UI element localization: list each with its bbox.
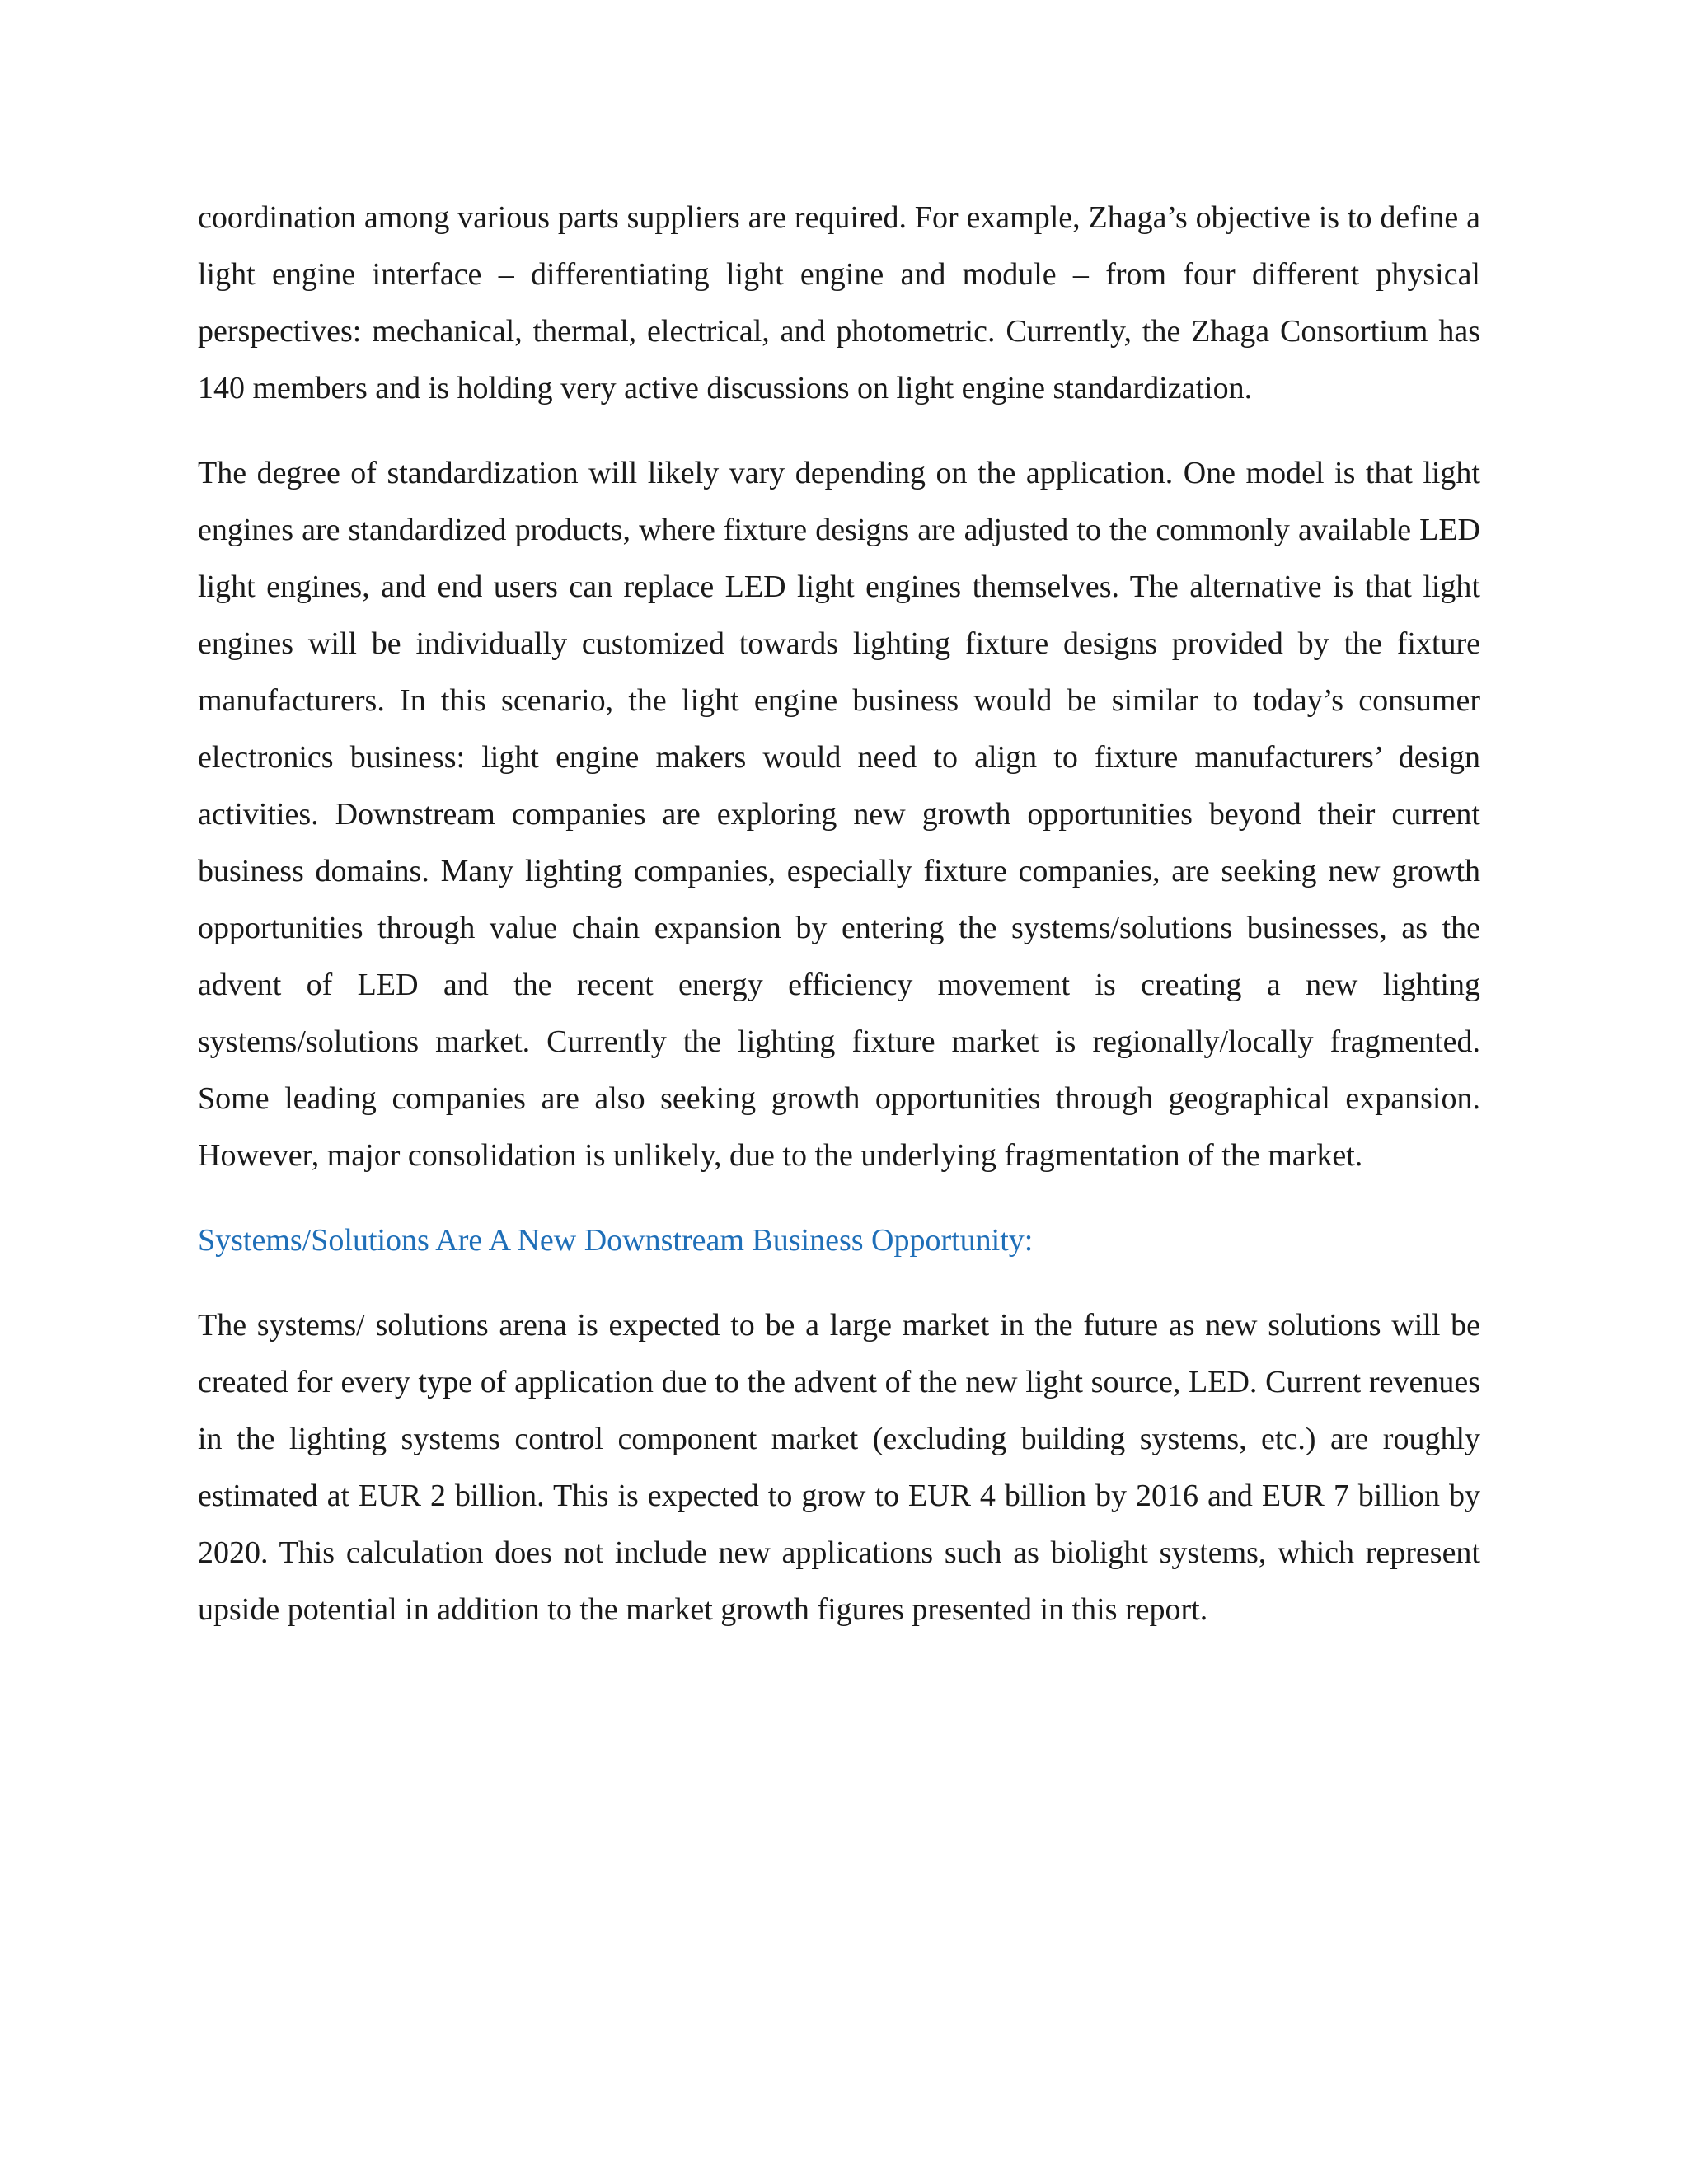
section-heading: Systems/Solutions Are A New Downstream Business Opportunity: bbox=[198, 1223, 1034, 1258]
document-body bbox=[198, 190, 1480, 1666]
paragraph-zhaga-standardization: coordination among various parts suppliers are required. For example, Zhaga’s objective is to define a light engine interface – differentiating light engine and module – from four different physical perspectives: mechanical, thermal, electrical, and photometric. Currently, the Zhaga Consortium has 140 members and is holding very active discussions on light engine standardization. bbox=[198, 200, 1480, 405]
paragraph-degree-of-standardization: The degree of standardization will likely vary depending on the application. One model is that light engines are standardized products, where fixture designs are adjusted to the commonly available LED light engines, and end users can replace LED light engines themselves. The alternative is that light engines will be individually customized towards lighting fixture designs provided by the fixture manufacturers. In this scenario, the light engine business would be similar to today’s consumer electronics business: light engine makers would need to align to fixture manufacturers’ design activities. Downstream companies are exploring new growth opportunities beyond their current business domains. Many lighting companies, especially fixture companies, are seeking new growth opportunities through value chain expansion by entering the systems/solutions businesses, as the advent of LED and the recent energy efficiency movement is creating a new lighting systems/solutions market. Currently the lighting fixture market is regionally/locally fragmented. Some leading companies are also seeking growth opportunities through geographical expansion. However, major consolidation is unlikely, due to the underlying fragmentation of the market. bbox=[198, 456, 1480, 1173]
paragraph-systems-solutions-market: The systems/ solutions arena is expected to be a large market in the future as new solutions will be created for every type of application due to the advent of the new light source, LED. Current revenues in the lighting systems control component market (excluding building systems, etc.) are roughly estimated at EUR 2 billion. This is expected to grow to EUR 4 billion by 2016 and EUR 7 billion by 2020. This calculation does not include new applications such as biolight systems, which represent upside potential in addition to the market growth figures presented in this report. bbox=[198, 1308, 1480, 1627]
